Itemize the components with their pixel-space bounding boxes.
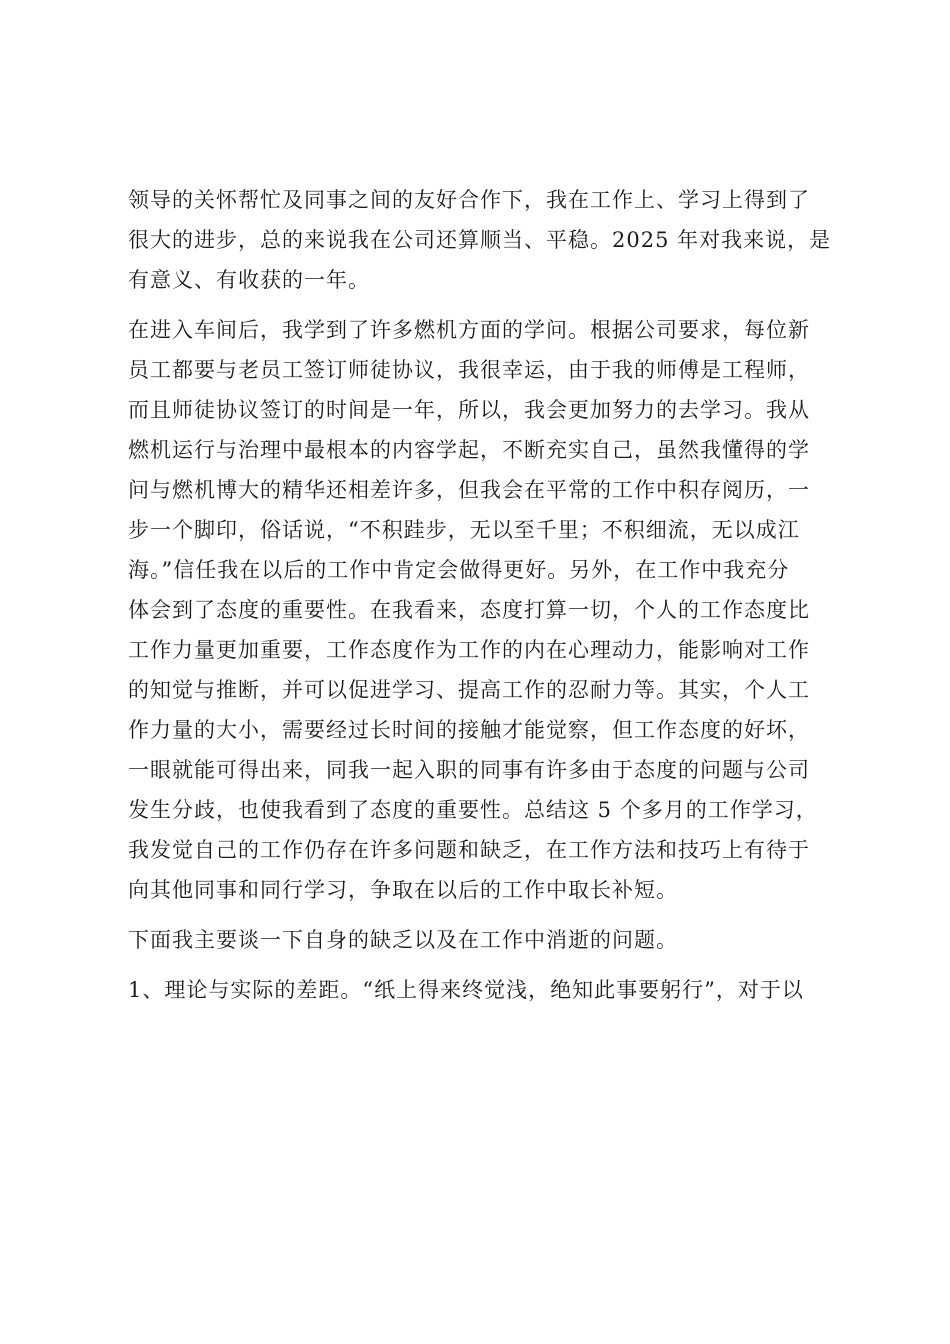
text-line: 体会到了态度的重要性。在我看来，态度打算一切，个人的工作态度比: [128, 598, 810, 622]
text-line: 问与燃机博大的精华还相差许多，但我会在平常的工作中积存阅历，一: [128, 478, 810, 502]
text-line: 向其他同事和同行学习，争取在以后的工作中取长补短。: [128, 878, 678, 902]
paragraph: [128, 180, 838, 300]
text-line: 在进入车间后，我学到了许多燃机方面的学问。根据公司要求，每位新: [128, 318, 810, 342]
text-line: 海。”信任我在以后的工作中肯定会做得更好。另外，在工作中我充分: [128, 558, 790, 582]
text-line: 有意义、有收获的一年。: [128, 268, 370, 292]
text-line: 我发觉自己的工作仍存在许多问题和缺乏，在工作方法和技巧上有待于: [128, 838, 810, 862]
text-line: 下面我主要谈一下自身的缺乏以及在工作中消逝的问题。: [128, 928, 678, 952]
text-line: 燃机运行与治理中最根本的内容学起，不断充实自己，虽然我懂得的学: [128, 438, 810, 462]
paragraph: [128, 970, 838, 1010]
body-text: [128, 180, 838, 1010]
text-line: 一眼就能可得出来，同我一起入职的同事有许多由于态度的问题与公司: [128, 758, 810, 782]
text-line: 步一个脚印，俗话说，“不积跬步，无以至千里；不积细流，无以成江: [128, 518, 800, 542]
paragraph: [128, 310, 838, 910]
text-line: 工作力量更加重要，工作态度作为工作的内在心理动力，能影响对工作: [128, 638, 810, 662]
paragraph-gap: [128, 960, 838, 970]
text-line: 发生分歧，也使我看到了态度的重要性。总结这 5 个多月的工作学习，: [128, 798, 818, 822]
paragraph: [128, 920, 838, 960]
text-line: 作力量的大小，需要经过长时间的接触才能觉察，但工作态度的好坏，: [128, 718, 810, 742]
text-line: 1、理论与实际的差距。“纸上得来终觉浅，绝知此事要躬行”，对于以: [128, 978, 804, 1002]
text-line: 而且师徒协议签订的时间是一年，所以，我会更加努力的去学习。我从: [128, 398, 810, 422]
text-line: 领导的关怀帮忙及同事之间的友好合作下，我在工作上、学习上得到了: [128, 188, 810, 212]
text-line: 很大的进步，总的来说我在公司还算顺当、平稳。2025 年对我来说，是: [128, 228, 832, 252]
paragraph-gap: [128, 910, 838, 920]
text-line: 员工都要与老员工签订师徒协议，我很幸运，由于我的师傅是工程师，: [128, 358, 810, 382]
text-line: 的知觉与推断，并可以促进学习、提高工作的忍耐力等。其实，个人工: [128, 678, 810, 702]
paragraph-gap: [128, 300, 838, 310]
